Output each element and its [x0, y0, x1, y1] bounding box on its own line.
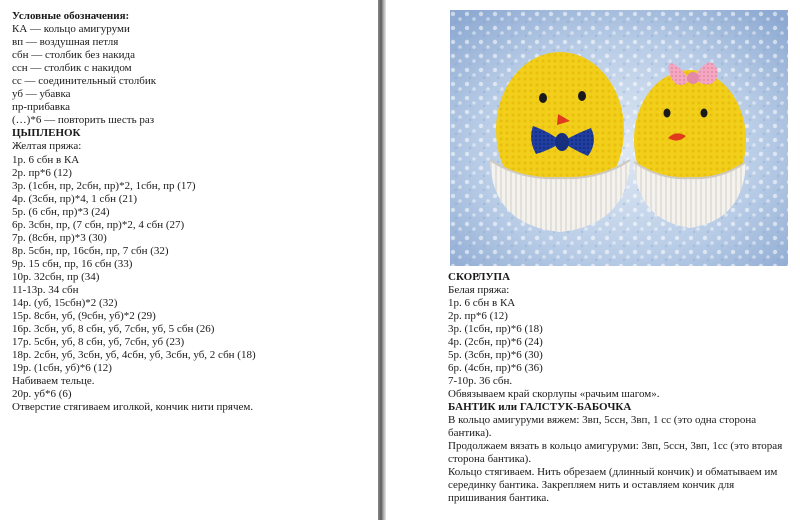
pattern-row: 3р. (1сбн, пр, 2сбн, пр)*2, 1сбн, пр (17)	[12, 179, 196, 192]
pattern-note: Отверстие стягиваем иголкой, кончик нити прячем.	[12, 401, 254, 414]
legend-item: уб — убавка	[12, 88, 71, 101]
legend-item: сбн — столбик без накида	[12, 49, 136, 62]
pattern-row: 19р. (1сбн, уб)*6 (12)	[12, 362, 112, 375]
legend-item: (…)*6 — повторить шесть раз	[12, 114, 155, 127]
legend-title: Условные обозначения:	[12, 10, 130, 22]
pattern-row: 11-13р. 34 сбн	[12, 283, 79, 296]
shell-row: 6р. (4сбн, пр)*6 (36)	[448, 362, 543, 374]
shell-row: 7-10р. 36 сбн.	[448, 375, 513, 387]
yarn-label: Желтая пряжа:	[12, 140, 82, 153]
right-page-text	[448, 271, 788, 505]
bow-paragraph: В кольцо амигуруми вяжем: 3вп, 5ссн, 3вп, 1 сс (это одна сторона бантика).	[448, 414, 757, 439]
legend-item: КА — кольцо амигуруми	[12, 23, 130, 36]
pattern-row: 18р. 2сбн, уб, 3сбн, уб, 4сбн, уб, 3сбн, уб, 2 сбн (18)	[12, 349, 256, 362]
pattern-row: 14р. (уб, 15сбн)*2 (32)	[12, 297, 118, 310]
section-title: ЦЫПЛЕНОК	[12, 127, 81, 140]
shell-row: 1р. 6 сбн в КА	[448, 297, 516, 309]
shell-row: 4р. (2сбн, пр)*6 (24)	[448, 336, 543, 348]
right-page	[386, 0, 800, 520]
legend-item: вп — воздушная петля	[12, 36, 119, 49]
chicks-photo	[450, 10, 788, 266]
bow-title: БАНТИК или ГАЛСТУК-БАБОЧКА	[448, 401, 632, 413]
pattern-row: 5р. (6 сбн, пр)*3 (24)	[12, 205, 110, 218]
legend-item: ссн — столбик с накидом	[12, 62, 132, 75]
shell-row: 5р. (3сбн, пр)*6 (30)	[448, 349, 543, 361]
book-spine-divider	[378, 0, 386, 520]
shell-note: Обвязываем край скорлупы «рачьим шагом».	[448, 388, 660, 400]
pattern-row: 7р. (8сбн, пр)*3 (30)	[12, 231, 107, 244]
pattern-note: Набиваем тельце.	[12, 375, 95, 388]
pattern-row: 9р. 15 сбн, пр, 16 сбн (33)	[12, 257, 133, 270]
pattern-row: 2р. пр*6 (12)	[12, 166, 72, 179]
legend-item: сс — соединительный столбик	[12, 75, 157, 88]
left-page	[0, 0, 378, 520]
pattern-row: 15р. 8сбн, уб, (9сбн, уб)*2 (29)	[12, 310, 156, 323]
pattern-row: 4р. (3сбн, пр)*4, 1 сбн (21)	[12, 192, 138, 205]
pattern-row: 6р. 3сбн, пр, (7 сбн, пр)*2, 4 сбн (27)	[12, 218, 185, 231]
shell-title: СКОРЛУПА	[448, 271, 511, 283]
pattern-row: 1р. 6 сбн в КА	[12, 153, 80, 166]
pattern-row: 10р. 32сбн, пр (34)	[12, 270, 100, 283]
pattern-row: 8р. 5сбн, пр, 16сбн, пр, 7 сбн (32)	[12, 244, 169, 257]
pattern-row: 20р. уб*6 (6)	[12, 388, 72, 401]
shell-row: 3р. (1сбн, пр)*6 (18)	[448, 323, 543, 335]
bow-paragraph: Продолжаем вязать в кольцо амигуруми: 3вп, 5ссн, 3вп, 1сс (это вторая сторона бантика).	[448, 440, 783, 465]
left-page-text	[12, 10, 372, 414]
shell-row: 2р. пр*6 (12)	[448, 310, 508, 322]
legend-item: пр-прибавка	[12, 101, 71, 114]
bow-paragraph: Кольцо стягиваем. Нить обрезаем (длинный кончик) и обматываем им серединку бантика. Закрепляем нить и оставляем кончик для пришивания бантика.	[448, 466, 778, 504]
pattern-row: 16р. 3сбн, уб, 8 сбн, уб, 7сбн, уб, 5 сбн (26)	[12, 323, 215, 336]
shell-yarn-label: Белая пряжа:	[448, 284, 510, 296]
pattern-row: 17р. 5сбн, уб, 8 сбн, уб, 7сбн, уб (23)	[12, 336, 185, 349]
